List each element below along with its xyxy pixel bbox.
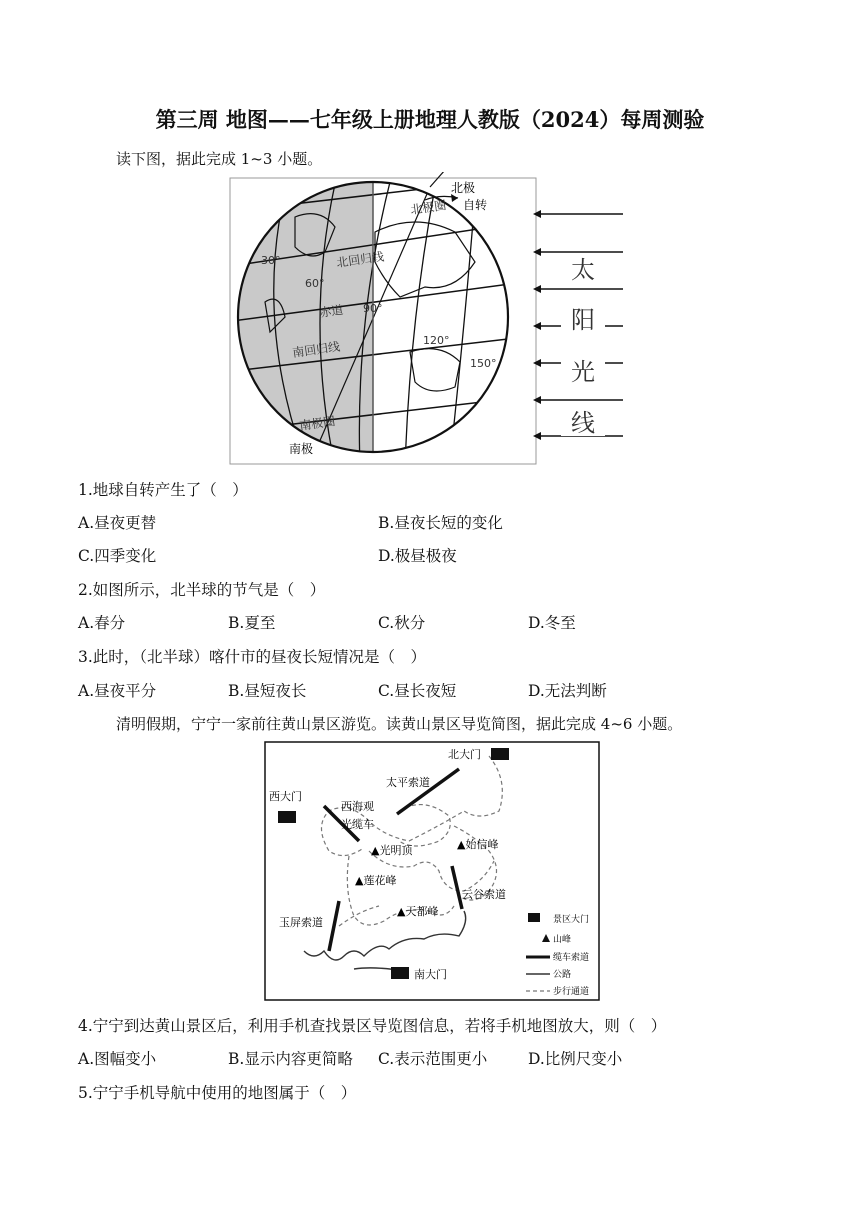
antarctic-circle-label: 南极圈 bbox=[298, 414, 337, 433]
q1-option-b: B.昼夜长短的变化 bbox=[378, 514, 503, 532]
q3-option-b: B.昼短夜长 bbox=[228, 682, 307, 700]
legend-peak: 山峰 bbox=[553, 935, 572, 945]
question-4: 4.宁宁到达黄山景区后，利用手机查找景区导览图信息，若将手机地图放大，则（ ） bbox=[78, 1017, 667, 1035]
question-1: 1.地球自转产生了（ ） bbox=[78, 481, 248, 499]
rotation-label: 自转 bbox=[463, 198, 488, 212]
lon-150-label: 150° bbox=[470, 357, 497, 370]
shixin-peak-label: ▲始信峰 bbox=[457, 838, 499, 851]
q1-option-a: A.昼夜更替 bbox=[78, 514, 157, 532]
yuping-cableway-label: 玉屏索道 bbox=[279, 916, 323, 929]
map-frame bbox=[265, 742, 599, 1000]
q2-option-b: B.夏至 bbox=[228, 614, 276, 632]
q2-option-d: D.冬至 bbox=[528, 614, 576, 632]
question-5: 5.宁宁手机导航中使用的地图属于（ ） bbox=[78, 1084, 357, 1102]
xihai-cableway-label-2: 光缆车 bbox=[341, 818, 374, 831]
sunlight-char-3: 光 bbox=[571, 358, 595, 386]
page-title: 第三周 地图——七年级上册地理人教版（2024）每周测验 bbox=[155, 107, 705, 132]
arctic-circle-label: 北极圈 bbox=[409, 198, 448, 217]
west-gate-label: 西大门 bbox=[269, 790, 302, 803]
sunlight-char-2: 阳 bbox=[571, 306, 595, 334]
q3-option-a: A.昼夜平分 bbox=[78, 682, 157, 700]
south-pole-label: 南极 bbox=[289, 442, 314, 456]
south-gate-label: 南大门 bbox=[414, 968, 447, 981]
north-pole-label: 北极 bbox=[451, 181, 476, 195]
q3-option-c: C.昼长夜短 bbox=[378, 682, 457, 700]
yungu-cableway-label: 云谷索道 bbox=[462, 888, 506, 901]
lon-90-label: 90° bbox=[363, 302, 383, 315]
legend-walking-path: 步行通道 bbox=[553, 987, 590, 997]
tropic-cancer-label: 北回归线 bbox=[335, 249, 385, 270]
taiping-cableway-label: 太平索道 bbox=[386, 776, 430, 789]
globe-figure bbox=[225, 172, 635, 467]
legend-road: 公路 bbox=[553, 970, 572, 980]
lon-30-label: 30° bbox=[261, 254, 281, 267]
q4-option-d: D.比例尺变小 bbox=[528, 1050, 623, 1068]
huangshan-map bbox=[264, 741, 602, 1003]
rotation-arrowhead bbox=[451, 194, 458, 202]
lianhua-peak-label: ▲莲花峰 bbox=[355, 874, 397, 887]
sunlight-char-4: 线 bbox=[571, 409, 595, 437]
q2-option-a: A.春分 bbox=[78, 614, 126, 632]
q2-option-c: C.秋分 bbox=[378, 614, 426, 632]
q4-option-a: A.图幅变小 bbox=[78, 1050, 157, 1068]
intro-text-2: 清明假期，宁宁一家前往黄山景区游览。读黄山景区导览简图，据此完成 4~6 小题。 bbox=[116, 715, 683, 733]
tiandu-peak-label: ▲天都峰 bbox=[397, 905, 439, 918]
legend-cableway: 缆车索道 bbox=[553, 953, 590, 963]
day-side bbox=[373, 172, 523, 467]
guangming-peak-label: ▲光明顶 bbox=[371, 844, 413, 857]
q4-option-b: B.显示内容更简略 bbox=[228, 1050, 353, 1068]
xihai-cableway-label: 西海观 bbox=[341, 800, 374, 813]
question-3: 3.此时，（北半球）喀什市的昼夜长短情况是（ ） bbox=[78, 648, 427, 666]
q4-option-c: C.表示范围更小 bbox=[378, 1050, 488, 1068]
sunlight-char-1: 太 bbox=[571, 256, 595, 284]
q1-option-d: D.极昼极夜 bbox=[378, 547, 457, 565]
tropic-capricorn-label: 南回归线 bbox=[291, 339, 341, 360]
north-gate-label: 北大门 bbox=[448, 748, 481, 761]
lon-120-label: 120° bbox=[423, 334, 450, 347]
equator-label: 赤道 bbox=[318, 302, 345, 320]
intro-text-1: 读下图，据此完成 1~3 小题。 bbox=[116, 150, 323, 168]
question-2: 2.如图所示，北半球的节气是（ ） bbox=[78, 581, 326, 599]
lon-60-label: 60° bbox=[305, 277, 325, 290]
q1-option-c: C.四季变化 bbox=[78, 547, 157, 565]
legend-gate: 景区大门 bbox=[553, 915, 590, 925]
q3-option-d: D.无法判断 bbox=[528, 682, 607, 700]
